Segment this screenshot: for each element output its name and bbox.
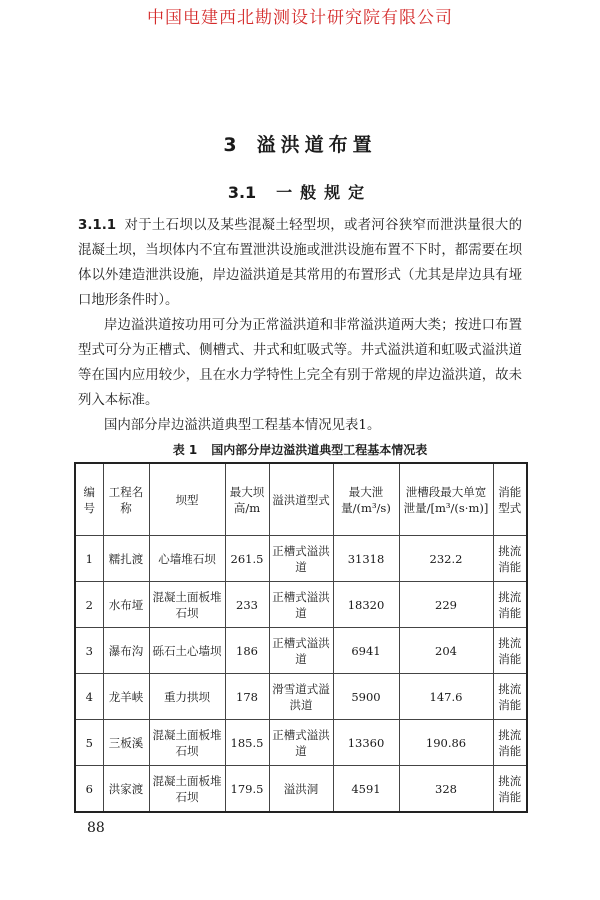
table-row (75, 628, 527, 674)
header-project-name: 工程名称 (103, 463, 149, 536)
cell-max-dam-height: 179.5 (225, 766, 269, 813)
watermark: 中国电建西北勘测设计研究院有限公司 (147, 8, 453, 28)
cell-spillway-type: 正槽式溢洪道 (269, 536, 333, 582)
cell-unit-discharge: 147.6 (399, 674, 493, 720)
cell-project-name: 三板溪 (103, 720, 149, 766)
cell-energy-dissipation: 挑流消能 (493, 582, 527, 628)
clause-paragraph (78, 213, 522, 313)
table-row (75, 582, 527, 628)
table-row (75, 720, 527, 766)
header-dam-type: 坝型 (149, 463, 225, 536)
cell-unit-discharge: 328 (399, 766, 493, 813)
cell-energy-dissipation: 挑流消能 (493, 674, 527, 720)
table-row (75, 536, 527, 582)
header-unit-discharge: 泄槽段最大单宽泄量/[m³/(s·m)] (399, 463, 493, 536)
cell-unit-discharge: 204 (399, 628, 493, 674)
cell-dam-type: 重力拱坝 (149, 674, 225, 720)
paragraph-3: 国内部分岸边溢洪道典型工程基本情况见表1。 (104, 418, 381, 433)
cell-energy-dissipation: 挑流消能 (493, 628, 527, 674)
cell-max-discharge: 4591 (333, 766, 399, 813)
cell-spillway-type: 正槽式溢洪道 (269, 582, 333, 628)
cell-project-name: 水布垭 (103, 582, 149, 628)
section-title (0, 180, 600, 203)
cell-project-name: 糯扎渡 (103, 536, 149, 582)
cell-dam-type: 混凝土面板堆石坝 (149, 766, 225, 813)
table-caption-number: 表 1 (172, 443, 198, 457)
table-row (75, 766, 527, 813)
cell-energy-dissipation: 挑流消能 (493, 720, 527, 766)
cell-max-discharge: 5900 (333, 674, 399, 720)
data-table (74, 462, 528, 813)
cell-max-dam-height: 261.5 (225, 536, 269, 582)
cell-max-dam-height: 233 (225, 582, 269, 628)
chapter-name: 溢洪道布置 (256, 134, 377, 156)
cell-no: 5 (75, 720, 103, 766)
cell-no: 2 (75, 582, 103, 628)
cell-no: 1 (75, 536, 103, 582)
section-name: 一般规定 (276, 183, 373, 202)
section-number: 3.1 (227, 183, 257, 202)
cell-spillway-type: 溢洪洞 (269, 766, 333, 813)
header-energy-dissipation: 消能型式 (493, 463, 527, 536)
cell-max-discharge: 31318 (333, 536, 399, 582)
cell-max-dam-height: 178 (225, 674, 269, 720)
cell-max-discharge: 18320 (333, 582, 399, 628)
table-caption (0, 441, 600, 458)
cell-unit-discharge: 190.86 (399, 720, 493, 766)
cell-dam-type: 混凝土面板堆石坝 (149, 720, 225, 766)
cell-max-discharge: 6941 (333, 628, 399, 674)
header-max-dam-height: 最大坝高/m (225, 463, 269, 536)
cell-project-name: 瀑布沟 (103, 628, 149, 674)
cell-dam-type: 混凝土面板堆石坝 (149, 582, 225, 628)
chapter-number: 3 (223, 134, 239, 156)
cell-unit-discharge: 229 (399, 582, 493, 628)
table-header-row (75, 463, 527, 536)
cell-project-name: 龙羊峡 (103, 674, 149, 720)
table-row (75, 674, 527, 720)
cell-spillway-type: 滑雪道式溢洪道 (269, 674, 333, 720)
header-no: 编号 (75, 463, 103, 536)
table-caption-title: 国内部分岸边溢洪道典型工程基本情况表 (211, 443, 428, 457)
header-spillway-type: 溢洪道型式 (269, 463, 333, 536)
paragraph-2: 岸边溢洪道按功用可分为正常溢洪道和非常溢洪道两大类；按进口布置型式可分为正槽式、侧槽式、井式和虹吸式等。井式溢洪道和虹吸式溢洪道等在国内应用较少，且在水力学特性上完全有别于常规的岸边溢洪道，故未列入本标准。 (78, 318, 522, 408)
header-max-discharge: 最大泄量/(m³/s) (333, 463, 399, 536)
cell-max-dam-height: 185.5 (225, 720, 269, 766)
cell-unit-discharge: 232.2 (399, 536, 493, 582)
cell-no: 3 (75, 628, 103, 674)
cell-max-dam-height: 186 (225, 628, 269, 674)
cell-energy-dissipation: 挑流消能 (493, 536, 527, 582)
clause-number: 3.1.1 (78, 218, 117, 233)
cell-max-discharge: 13360 (333, 720, 399, 766)
cell-dam-type: 砾石土心墙坝 (149, 628, 225, 674)
page-number: 88 (87, 820, 105, 836)
cell-no: 4 (75, 674, 103, 720)
cell-spillway-type: 正槽式溢洪道 (269, 628, 333, 674)
clause-text: 对于土石坝以及某些混凝土轻型坝，或者河谷狭窄而泄洪量很大的混凝土坝，当坝体内不宜布置泄洪设施或泄洪设施布置不下时，都需要在坝体以外建造泄洪设施，岸边溢洪道是其常用的布置形式（尤其是岸边具有垭口地形条件时）。 (78, 218, 522, 308)
cell-no: 6 (75, 766, 103, 813)
cell-dam-type: 心墙堆石坝 (149, 536, 225, 582)
chapter-title (0, 130, 600, 157)
cell-project-name: 洪家渡 (103, 766, 149, 813)
cell-spillway-type: 正槽式溢洪道 (269, 720, 333, 766)
cell-energy-dissipation: 挑流消能 (493, 766, 527, 813)
